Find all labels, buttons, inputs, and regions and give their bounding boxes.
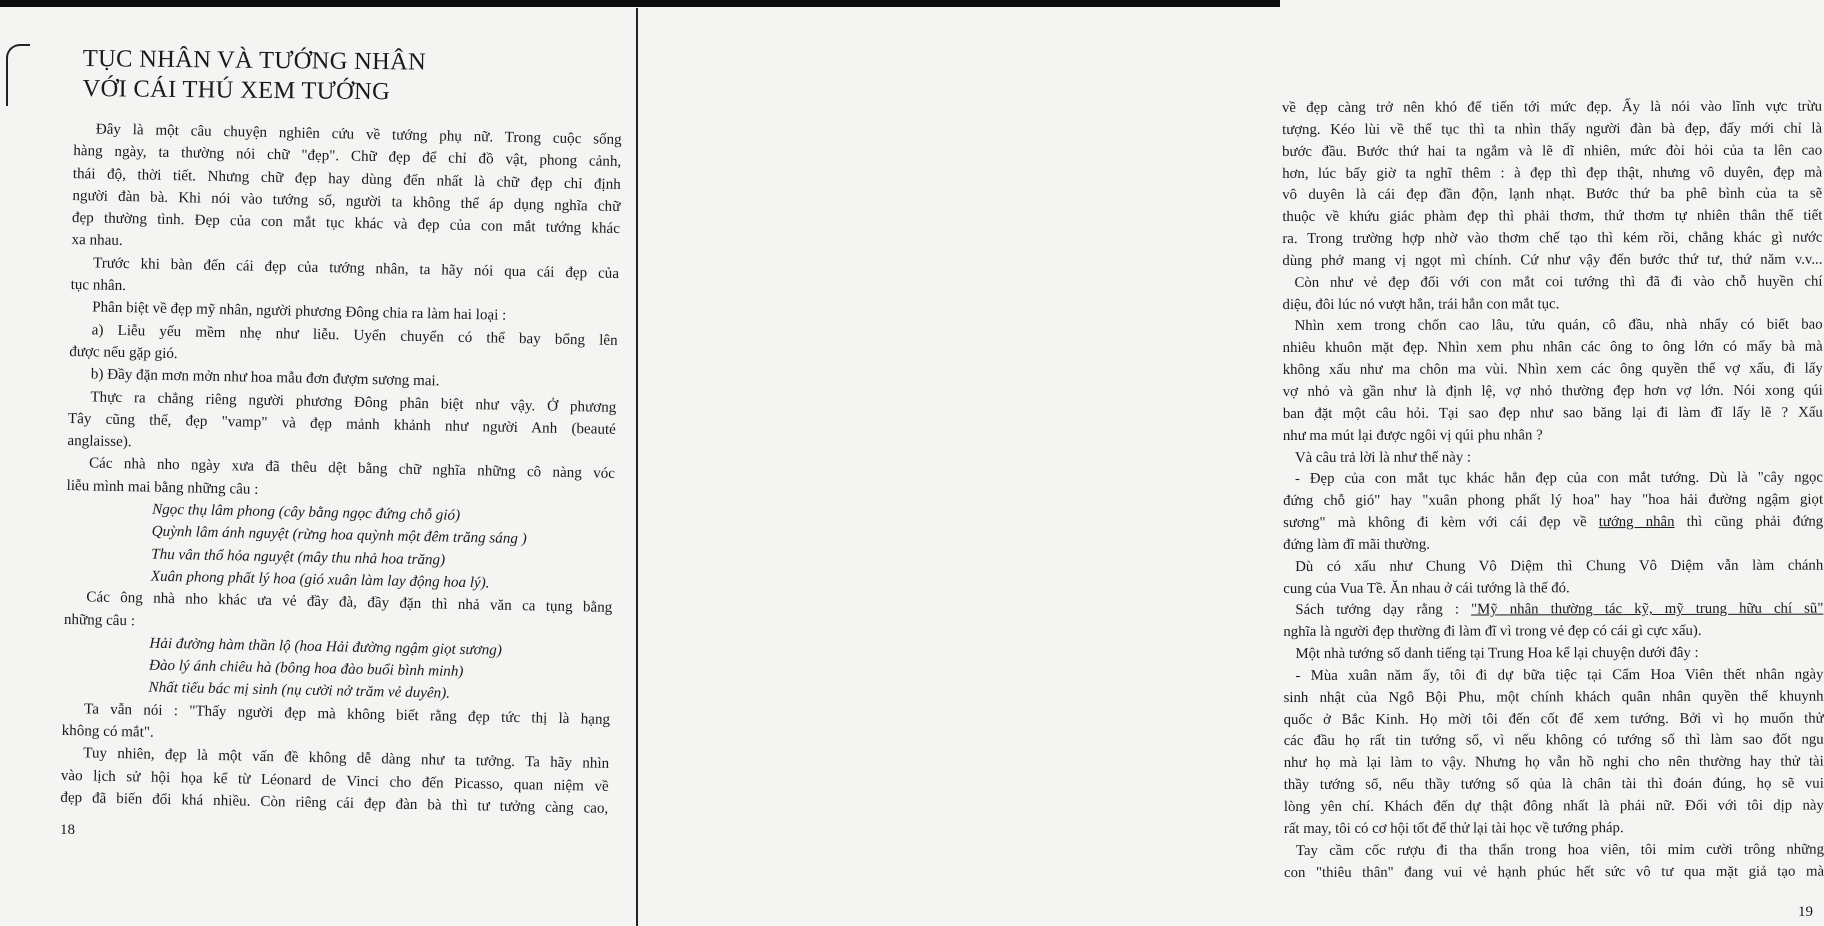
right-text-line: thuộc về khứu giác phàm đẹp thì phải thơm, thứ thơm tự nhiên thân thể tiết <box>1282 207 1823 226</box>
left-text-line: Các nhà nho ngày xưa đã thêu dệt bằng chữ nghĩa những cô nàng vóc <box>88 455 616 483</box>
right-text-line: - Mùa xuân năm ấy, tôi đi dự bữa tiệc tại Cẩm Hoa Viên thết nhân ngày <box>1295 666 1824 684</box>
left-text-line: Trước khi bàn đến cái đẹp của tướng nhân, ta hãy nói qua cái đẹp của <box>92 255 620 282</box>
right-text-line: lòng yên chí. Khách đến dự thật đông nhất là phái nữ. Đối với tôi dịp này <box>1283 797 1824 815</box>
left-text-line: vào lịch sử hội họa kể từ Léonard de Vinci cho đến Picasso, quan niệm về <box>60 767 609 795</box>
right-text-line: nghĩa là người đẹp thường đi làm đĩ vì trong vẻ đẹp có cái gì cực xấu). <box>1283 623 1702 641</box>
chapter-title-line-1: TỤC NHÂN VÀ TƯỚNG NHÂN <box>82 44 427 76</box>
right-text-line: thầy tướng số, nếu thầy tướng số qủa là chân tài thì đoán đúng, họ sẽ vui <box>1283 775 1824 794</box>
chapter-title <box>82 44 623 110</box>
right-text-line: đứng làm đĩ mãi thường. <box>1283 536 1430 553</box>
left-text-line: thái độ, thời tiết. Nhưng chữ đẹp hay dùng đến nhất là chữ đẹp chỉ định <box>72 165 621 193</box>
right-text-line: ra. Trong trường hợp nhờ vào thơm chế tạo thì kém rồi, chẳng khác gì nước <box>1282 229 1823 248</box>
right-text-line: quốc ở Bắc Kinh. Họ mời tôi đến cốt để xem tướng. Bởi vì họ muốn thử <box>1283 710 1824 728</box>
left-text-line: Phân biệt về đẹp mỹ nhân, người phương Đông chia ra làm hai loại : <box>92 299 507 325</box>
left-text-line: được nếu gặp gió. <box>69 343 178 363</box>
left-text-line: Nhất tiếu bác mị sinh (nụ cười nở trăm vẻ duyên). <box>148 680 451 703</box>
page-corner-mark <box>6 44 30 106</box>
left-text-line: Hải đường hàm thần lộ (hoa Hải đường ngậm giọt sương) <box>149 635 502 659</box>
right-text-line: sinh nhật của Ngô Bội Phu, một chính khách quân nhân quyền thế khuynh <box>1283 688 1824 706</box>
left-text-line: liễu mình mai bằng những câu : <box>66 477 259 498</box>
right-text-line: Nhìn xem trong chốn cao lâu, tửu quán, cô đầu, nhà nhẩy có biết bao <box>1294 317 1823 335</box>
left-page-body <box>60 118 622 820</box>
left-text-line: anglaisse). <box>67 433 132 451</box>
left-text-line: Ta vẫn nói : "Thấy người đẹp mà không biết rằng đẹp tức thị là hạng <box>83 701 611 728</box>
left-text-line: Tây cũng thế, đẹp "vamp" và đẹp mảnh khảnh như người Anh (beauté <box>67 410 617 438</box>
right-text-line: không xấu như ma chôn ma vùi. Nhìn xem các ông quyền thế vợ xấu, đi lấy <box>1282 360 1823 379</box>
right-text-line: bước đầu. Bước thứ hai ta ngắm và lẽ dĩ nhiên, mức đòi hỏi của ta lên cao <box>1282 142 1823 160</box>
right-text-line: Sách tướng dạy rằng : "Mỹ nhân thường tác kỹ, mỹ trung hữu chí sũ" <box>1295 600 1824 619</box>
page-number-left: 18 <box>60 822 75 838</box>
right-text-line: ban đặt một câu hỏi. Tại sao đẹp như sao băng lại đi làm đĩ lấy lẽ ? Xấu <box>1282 404 1823 422</box>
right-text-line: sương" mà không đi kèm với cái đẹp về tướng nhân thì cũng phải đứng <box>1283 513 1824 532</box>
left-text-line: Thu vân thổ hỏa nguyệt (mây thu nhả hoa trăng) <box>151 546 446 569</box>
page-number-right: 19 <box>1798 904 1813 920</box>
left-text-line: những câu : <box>63 611 136 629</box>
right-page-body <box>1282 97 1824 885</box>
left-text-line: Các ông nhà nho khác ưa vẻ đầy đà, đầy đặn thì nhả văn ca tụng bằng <box>86 589 613 617</box>
left-text-line: Xuân phong phất lý hoa (gió xuân làm lay động hoa lý). <box>150 568 490 592</box>
scan-top-edge <box>0 0 1280 7</box>
right-text-line: - Đẹp của con mắt tục khác hẳn đẹp của con mắt tướng. Dù là "cây ngọc <box>1294 469 1824 488</box>
left-text-line: Tuy nhiên, đẹp là một vấn đề không dễ dàng như ta tưởng. Ta hãy nhìn <box>83 745 610 773</box>
left-text-line: xa nhau. <box>71 232 123 250</box>
right-text-line: hơn, lúc bấy giờ ta nghĩ thêm : à đẹp thì đẹp thật, nhưng vô duyên, đẹp mà <box>1282 164 1823 182</box>
right-text-line: như họ mà lại làm to vậy. Nhưng họ vẫn hồ nghi cho nên thường hay thử tài <box>1283 753 1824 772</box>
left-text-line: đẹp đã biến đổi khá nhiều. Còn riêng cái đẹp đàn bà thì tư tưởng càng cao, <box>60 789 609 817</box>
left-text-line: người đàn bà. Khi nói vào tướng số, người ta không thể áp dụng nghĩa chữ <box>72 187 621 215</box>
right-text-line: Và câu trả lời là như thế này : <box>1294 449 1472 466</box>
left-text-line: b) Đầy đặn mơn mởn như hoa mẫu đơn đượm sương mai. <box>90 366 440 390</box>
underlined-phrase: "Mỹ nhân thường tác kỹ, mỹ trung hữu chí sũ" <box>1471 600 1824 618</box>
right-text-line: dùng phở mang vị ngọt mì chính. Cứ như vậy đến bước thứ tư, thứ năm v.v... <box>1282 251 1823 269</box>
right-text-line: vợ nhỏ và gần như là định lệ, vợ nhỏ thường đẹp hơn vợ lớn. Nói xong qúi <box>1282 382 1823 400</box>
right-text-line: con "thiêu thân" đang vui vẻ hạnh phúc hết sức vô tư qua mặt giả tạo mà <box>1284 863 1824 881</box>
right-text-line: cung của Vua Tề. Ăn nhau ở cái tướng là thế đó. <box>1283 579 1570 597</box>
right-text-line: Một nhà tướng số danh tiếng tại Trung Hoa kể lại chuyện dưới đây : <box>1295 645 1699 663</box>
right-text-line: Tay cầm cốc rượu đi tha thẩn trong hoa viên, tôi mỉm cười trông những <box>1295 841 1824 859</box>
left-text-line: a) Liễu yếu mềm nhẹ như liễu. Uyển chuyển có thể bay bổng lên <box>91 322 618 349</box>
left-text-line: Ngọc thụ lâm phong (cây bằng ngọc đứng chỗ gió) <box>151 501 461 524</box>
right-text-line: diệu, đôi lúc nó vượt hẳn, trái hẳn con mắt tục. <box>1282 295 1560 313</box>
right-text-line: Dù có xấu như Chung Vô Diệm thì Chung Vô Diệm vẫn làm chánh <box>1295 557 1824 575</box>
left-text-line: đẹp thường tình. Đẹp của con mắt tục khác và đẹp của con mắt tướng khác <box>71 210 621 238</box>
left-text-line: hàng ngày, ta thường nói chữ "đẹp". Chữ đẹp để chỉ đồ vật, phong cảnh, <box>73 143 622 171</box>
book-spine <box>636 8 638 926</box>
left-text-line: Thực ra chẳng riêng người phương Đông phân biệt như vậy. Ở phương <box>90 388 617 416</box>
left-text-line: không có mắt". <box>61 722 154 741</box>
right-text-line: về đẹp càng trở nên khó để tiến tới mức đẹp. Ấy là nói vào lĩnh vực trừu <box>1282 98 1823 116</box>
right-text-line: Còn như vẻ đẹp đối với con mắt coi tướng thì đã đi vào chỗ huyền chí <box>1294 273 1823 291</box>
underlined-phrase: tướng nhân <box>1598 514 1675 531</box>
right-text-line: đứng chỗ gió" hay "xuân phong phất lý hoa" hay "hoa hải đường ngậm giọt <box>1283 491 1824 510</box>
right-text-line: như ma mút lại được ngôi vị qúi phu nhân ? <box>1282 426 1543 444</box>
right-text-line: các đầu họ rất tin tướng số, vì nếu không có tướng số thì làm sao đốt ngu <box>1283 732 1824 750</box>
right-text-line: nhiêu khuôn mặt đẹp. Nhìn xem phu nhân các ông to ông lớn có mấy bà mà <box>1282 338 1823 357</box>
left-text-line: Đây là một câu chuyện nghiên cứu về tướng phụ nữ. Trong cuộc sống <box>95 121 622 148</box>
right-text-line: vô duyên là cái đẹp đần độn, lạnh nhạt. Bước thứ ba phê bình của ta sẽ <box>1282 185 1823 204</box>
right-text-line: rất may, tôi có cơ hội tốt để thử lại tài học về tướng pháp. <box>1283 819 1624 837</box>
right-text-line: tượng. Kéo lùi về thế tục thì ta nhìn thấy người đàn bà đẹp, đấy mới chỉ là <box>1282 120 1823 138</box>
left-text-line: Đào lý ánh chiêu hà (bông hoa đào buổi bình minh) <box>148 657 464 681</box>
left-text-line: tục nhân. <box>70 277 127 295</box>
chapter-title-line-2: VỚI CÁI THÚ XEM TƯỚNG <box>82 74 391 106</box>
left-text-line: Quỳnh lâm ánh nguyệt (rừng hoa quỳnh một đêm trăng sáng ) <box>151 523 527 548</box>
